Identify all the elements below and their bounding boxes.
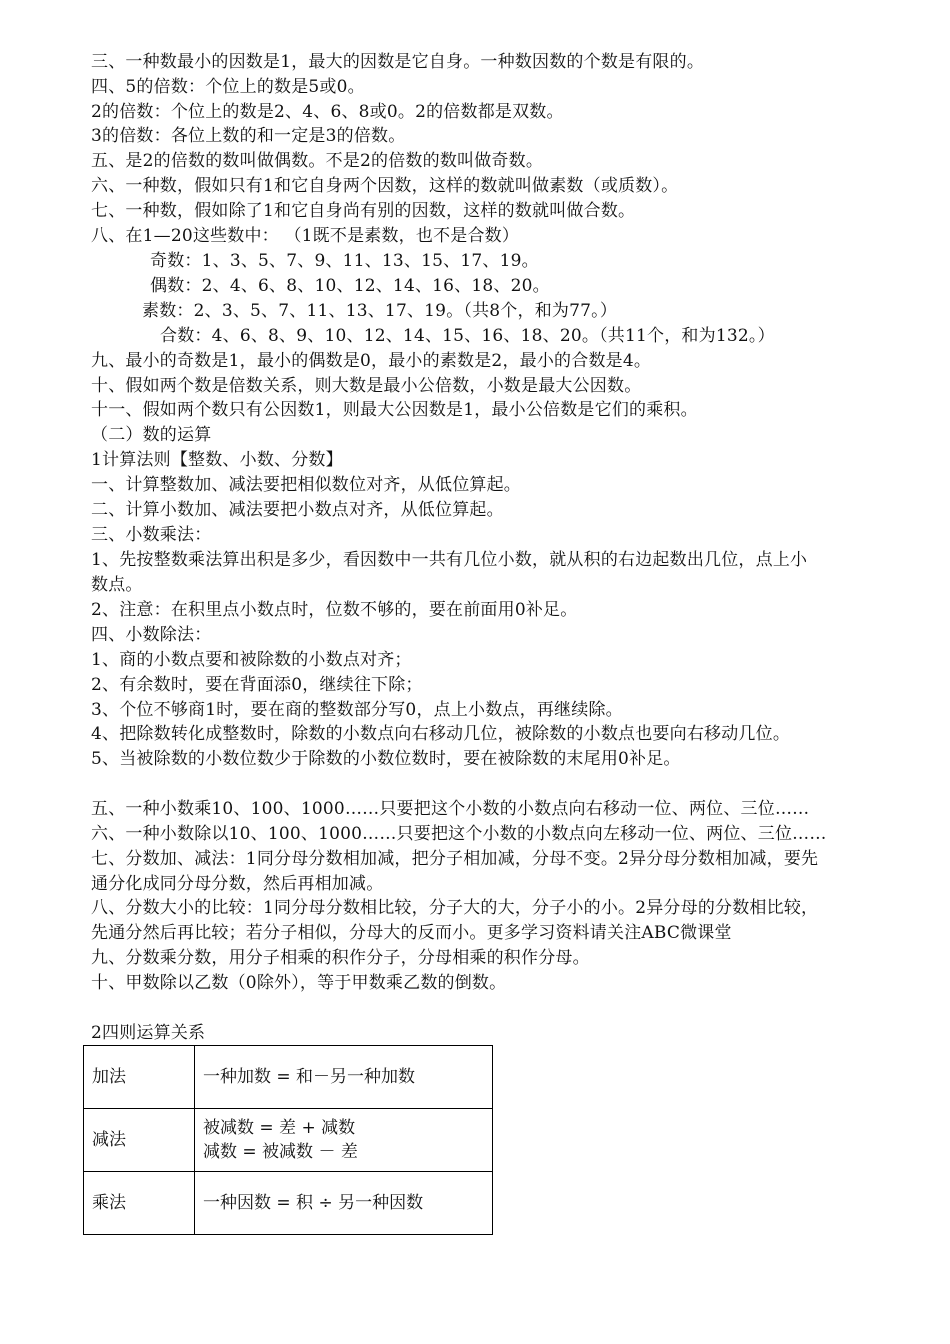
formula-text: 减数 = 被减数 － 差 [203, 1142, 358, 1162]
table-caption: 2四则运算关系 [91, 1023, 206, 1043]
formula-cell [195, 1172, 493, 1235]
text-line: 通分化成同分母分数，然后再相加减。 [91, 874, 384, 894]
formula-text: 被减数 = 差 + 减数 [203, 1118, 356, 1138]
text-line: 五、一种小数乘10、100、1000……只要把这个小数的小数点向右移动一位、两位、三位…… [91, 799, 810, 819]
text-line: 八、在1—20这些数中： （1既不是素数，也不是合数） [91, 226, 520, 246]
arithmetic-relations-table [83, 1045, 493, 1235]
text-line: 1、商的小数点要和被除数的小数点对齐； [91, 650, 412, 670]
text-line: 三、小数乘法： [91, 525, 212, 545]
text-line: 十、假如两个数是倍数关系，则大数是最小公倍数，小数是最大公因数。 [91, 376, 642, 396]
text-line: 四、5的倍数：个位上的数是5或0。 [91, 77, 365, 97]
subsection-heading: 1计算法则【整数、小数、分数】 [91, 450, 343, 470]
operation-cell: 减法 [84, 1109, 195, 1172]
table-row [84, 1109, 493, 1172]
prime-numbers-line: 素数：2、3、5、7、11、13、17、19。（共8个，和为77。） [142, 301, 618, 321]
section-heading: （二）数的运算 [91, 425, 212, 445]
text-line: 七、一种数，假如除了1和它自身尚有别的因数，这样的数就叫做合数。 [91, 201, 636, 221]
text-line: 2的倍数：个位上的数是2、4、6、8或0。2的倍数都是双数。 [91, 102, 564, 122]
text-line: 六、一种数，假如只有1和它自身两个因数，这样的数就叫做素数（或质数）。 [91, 176, 679, 196]
text-line: 十、甲数除以乙数（0除外），等于甲数乘乙数的倒数。 [91, 973, 507, 993]
text-line: 九、最小的奇数是1，最小的偶数是0，最小的素数是2，最小的合数是4。 [91, 351, 652, 371]
odd-numbers-line: 奇数：1、3、5、7、9、11、13、15、17、19。 [150, 251, 539, 271]
operation-cell: 乘法 [84, 1172, 195, 1235]
text-line: 2、有余数时，要在背面添0，继续往下除； [91, 675, 423, 695]
composite-numbers-line: 合数：4、6、8、9、10、12、14、15、16、18、20。（共11个，和为132。） [160, 326, 775, 346]
text-line: 五、是2的倍数的数叫做偶数。不是2的倍数的数叫做奇数。 [91, 151, 544, 171]
text-line: 1、先按整数乘法算出积是多少，看因数中一共有几位小数，就从积的右边起数出几位，点上小 [91, 550, 808, 570]
formula-cell [195, 1109, 493, 1172]
operation-cell: 加法 [84, 1046, 195, 1109]
text-line: 数点。 [91, 575, 143, 595]
text-line: 3、个位不够商1时，要在商的整数部分写0，点上小数点，再继续除。 [91, 700, 623, 720]
text-line: 一、计算整数加、减法要把相似数位对齐，从低位算起。 [91, 475, 521, 495]
text-line: 八、分数大小的比较：1同分母分数相比较，分子大的大，分子小的小。2异分母的分数相比较， [91, 898, 819, 918]
text-line: 4、把除数转化成整数时，除数的小数点向右移动几位，被除数的小数点也要向右移动几位。 [91, 724, 791, 744]
even-numbers-line: 偶数：2、4、6、8、10、12、14、16、18、20。 [150, 276, 550, 296]
formula-cell [195, 1046, 493, 1109]
text-line: 3的倍数：各位上数的和一定是3的倍数。 [91, 126, 406, 146]
text-line: 四、小数除法： [91, 625, 212, 645]
text-line: 5、当被除数的小数位数少于除数的小数位数时，要在被除数的末尾用0补足。 [91, 749, 681, 769]
table-row [84, 1046, 493, 1109]
text-line: 三、一种数最小的因数是1，最大的因数是它自身。一种数因数的个数是有限的。 [91, 52, 705, 72]
table-row [84, 1172, 493, 1235]
text-line: 二、计算小数加、减法要把小数点对齐，从低位算起。 [91, 500, 504, 520]
text-line: 先通分然后再比较；若分子相似，分母大的反而小。更多学习资料请关注ABC微课堂 [91, 923, 732, 943]
text-line: 九、分数乘分数，用分子相乘的积作分子，分母相乘的积作分母。 [91, 948, 590, 968]
formula-text: 一种加数 = 和－另一种加数 [203, 1067, 416, 1087]
text-line: 2、注意：在积里点小数点时，位数不够的，要在前面用0补足。 [91, 600, 578, 620]
text-line: 七、分数加、减法：1同分母分数相加减，把分子相加减，分母不变。2异分母分数相加减，要先 [91, 849, 819, 869]
formula-text: 一种因数 = 积 ÷ 另一种因数 [203, 1193, 424, 1213]
text-line: 十一、假如两个数只有公因数1，则最大公因数是1，最小公倍数是它们的乘积。 [91, 400, 698, 420]
text-line: 六、一种小数除以10、100、1000……只要把这个小数的小数点向左移动一位、两位、三位…… [91, 824, 827, 844]
